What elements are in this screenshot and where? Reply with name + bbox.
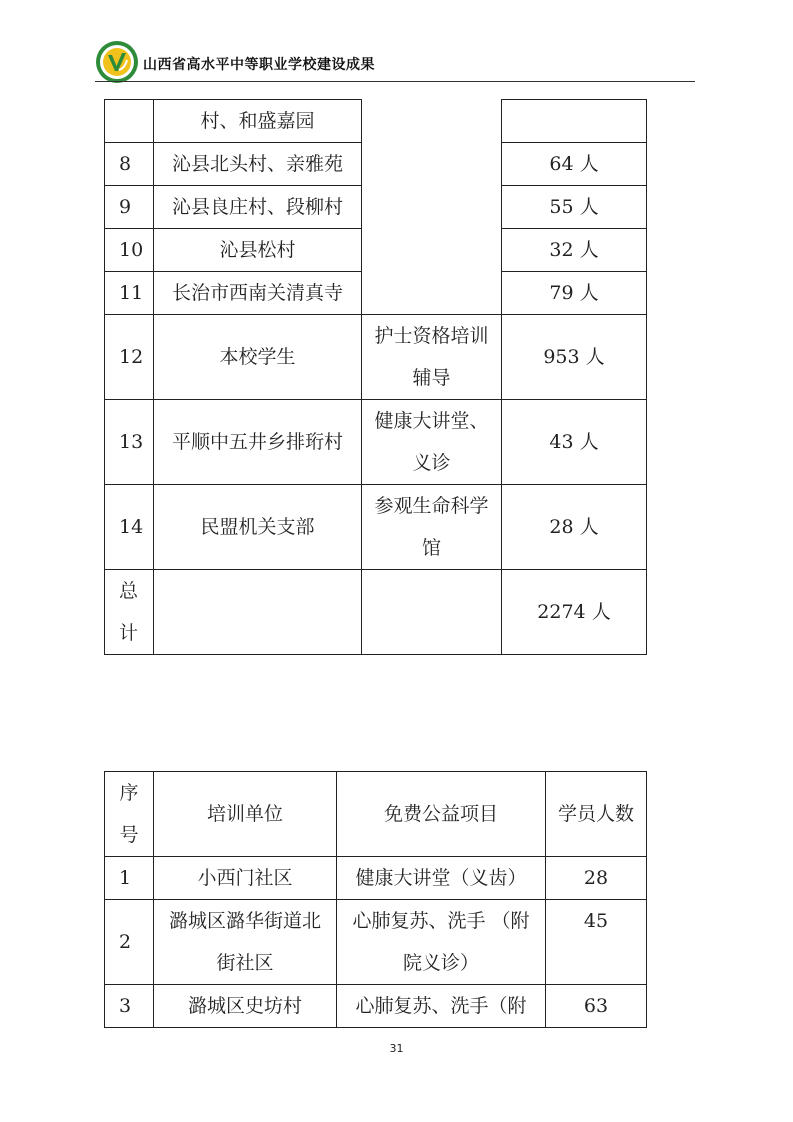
table-row: [105, 272, 647, 315]
table-row: [105, 900, 647, 985]
training-unit: 小西门社区: [154, 857, 337, 900]
student-count: 28 人: [502, 485, 647, 570]
training-table: [104, 771, 647, 1028]
project-line: 护士资格培训: [374, 325, 489, 347]
table-row: [105, 100, 647, 143]
header-number-line: 号: [119, 824, 139, 846]
row-number: 8: [105, 143, 154, 186]
project-cell: [362, 400, 502, 485]
header-rule: [95, 81, 695, 82]
student-count: 45: [546, 900, 647, 985]
training-unit: [154, 900, 337, 985]
table-row: [105, 485, 647, 570]
row-number: 1: [105, 857, 154, 900]
project-cell: [362, 485, 502, 570]
training-unit: 村、和盛嘉园: [154, 100, 362, 143]
header-project: 免费公益项目: [337, 772, 546, 857]
project-cell: 心肺复苏、洗手（附: [337, 985, 546, 1028]
project-cell: [362, 229, 502, 272]
student-count: 64 人: [502, 143, 647, 186]
total-label: [105, 570, 154, 655]
project-cell: [362, 186, 502, 229]
training-unit: 本校学生: [154, 315, 362, 400]
student-count: [502, 100, 647, 143]
training-table-continued: [104, 99, 647, 655]
table-row: [105, 186, 647, 229]
student-count: 63: [546, 985, 647, 1028]
project-cell: [362, 570, 502, 655]
training-unit: 潞城区史坊村: [154, 985, 337, 1028]
project-line: 院义诊）: [402, 952, 479, 974]
total-count: 2274 人: [502, 570, 647, 655]
project-cell: [362, 100, 502, 143]
row-number: 9: [105, 186, 154, 229]
project-line: 馆: [421, 537, 441, 559]
student-count: 32 人: [502, 229, 647, 272]
table-row: [105, 315, 647, 400]
row-number: 2: [105, 900, 154, 985]
table-header-row: [105, 772, 647, 857]
row-number: 11: [105, 272, 154, 315]
table-row: [105, 400, 647, 485]
project-line: 辅导: [412, 367, 451, 389]
header-title: 山西省高水平中等职业学校建设成果: [143, 57, 375, 73]
table-row: [105, 857, 647, 900]
row-number: 14: [105, 485, 154, 570]
training-unit: 长治市西南关清真寺: [154, 272, 362, 315]
row-number: 3: [105, 985, 154, 1028]
school-logo: [95, 40, 139, 84]
project-cell: [362, 272, 502, 315]
total-label-line: 总: [119, 580, 139, 602]
total-label-line: 计: [119, 622, 139, 644]
training-unit: 沁县松村: [154, 229, 362, 272]
table-row: [105, 143, 647, 186]
project-cell: [337, 900, 546, 985]
project-cell: 健康大讲堂（义齿）: [337, 857, 546, 900]
student-count: 28: [546, 857, 647, 900]
table-row-total: [105, 570, 647, 655]
training-unit: 民盟机关支部: [154, 485, 362, 570]
row-number: 10: [105, 229, 154, 272]
training-unit-line: 潞城区潞华街道北: [168, 910, 321, 932]
project-line: 参观生命科学: [374, 495, 489, 517]
header-count: 学员人数: [546, 772, 647, 857]
student-count: 55 人: [502, 186, 647, 229]
header-number-line: 序: [119, 782, 139, 804]
student-count: 43 人: [502, 400, 647, 485]
project-line: 心肺复苏、洗手 （附: [352, 910, 530, 932]
training-unit: 沁县良庄村、段柳村: [154, 186, 362, 229]
project-line: 义诊: [412, 452, 451, 474]
page-number: 31: [389, 1042, 404, 1055]
project-cell: [362, 315, 502, 400]
student-count: 79 人: [502, 272, 647, 315]
project-line: 健康大讲堂、: [374, 410, 489, 432]
row-number: 13: [105, 400, 154, 485]
student-count: 953 人: [502, 315, 647, 400]
training-unit: 平顺中五井乡排珩村: [154, 400, 362, 485]
training-unit-line: 街社区: [216, 952, 274, 974]
training-unit: 沁县北头村、亲雅苑: [154, 143, 362, 186]
page-header: [95, 40, 695, 88]
table-row: [105, 985, 647, 1028]
training-unit: [154, 570, 362, 655]
header-training-unit: 培训单位: [154, 772, 337, 857]
header-number: [105, 772, 154, 857]
table-row: [105, 229, 647, 272]
project-cell: [362, 143, 502, 186]
row-number: 12: [105, 315, 154, 400]
row-number: [105, 100, 154, 143]
